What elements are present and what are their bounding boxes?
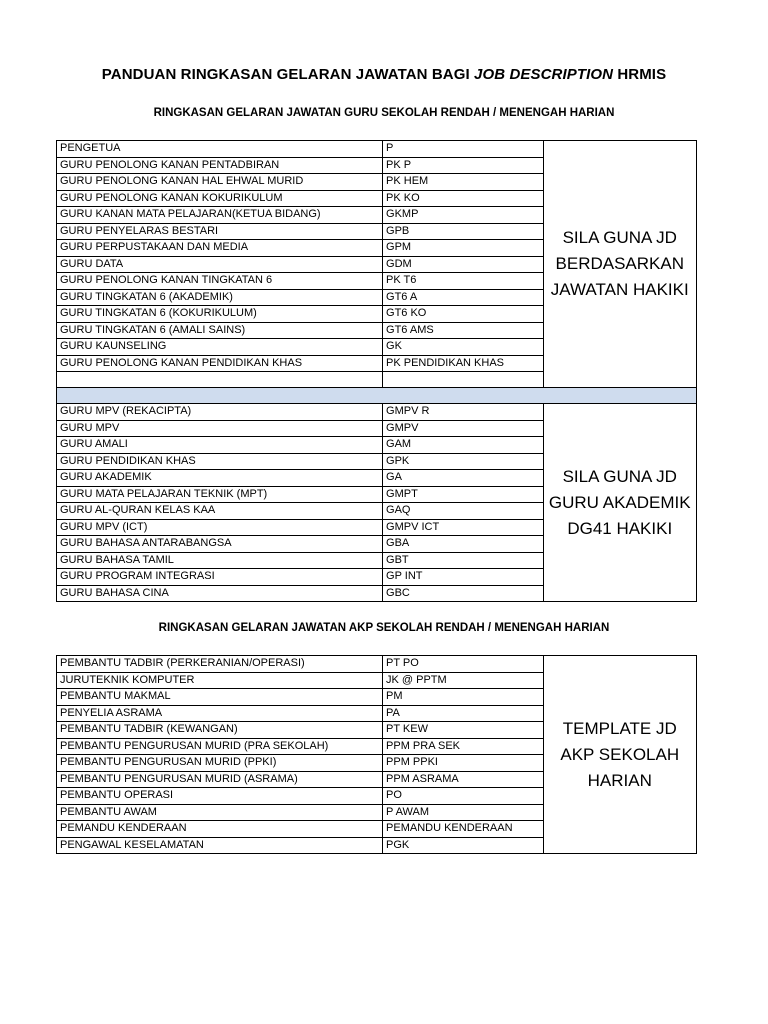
job-title-cell: GURU AMALI bbox=[57, 437, 383, 454]
job-title-cell: GURU PENOLONG KANAN TINGKATAN 6 bbox=[57, 273, 383, 290]
job-code-cell: GA bbox=[383, 470, 544, 487]
empty-cell bbox=[57, 372, 383, 388]
job-code-cell: GMPV ICT bbox=[383, 519, 544, 536]
job-title-cell: PEMBANTU PENGURUSAN MURID (PPKI) bbox=[57, 755, 383, 772]
job-code-cell: GT6 AMS bbox=[383, 322, 544, 339]
job-title-cell: GURU TINGKATAN 6 (AMALI SAINS) bbox=[57, 322, 383, 339]
job-title-cell: GURU MPV (ICT) bbox=[57, 519, 383, 536]
job-title-cell: GURU MPV bbox=[57, 420, 383, 437]
job-code-cell: GBT bbox=[383, 552, 544, 569]
subtitle-guru: RINGKASAN GELARAN JAWATAN GURU SEKOLAH RENDAH / MENENGAH HARIAN bbox=[153, 107, 615, 119]
instruction-note: TEMPLATE JD AKP SEKOLAH HARIAN bbox=[543, 656, 696, 854]
job-title-cell: GURU KANAN MATA PELAJARAN(KETUA BIDANG) bbox=[57, 207, 383, 224]
job-title-cell: PEMBANTU PENGURUSAN MURID (PRA SEKOLAH) bbox=[57, 738, 383, 755]
job-title-cell: GURU AL-QURAN KELAS KAA bbox=[57, 503, 383, 520]
job-title-cell: GURU KAUNSELING bbox=[57, 339, 383, 356]
job-code-cell: PT PO bbox=[383, 656, 544, 673]
job-code-cell: PK T6 bbox=[383, 273, 544, 290]
job-title-cell: GURU PENOLONG KANAN KOKURIKULUM bbox=[57, 190, 383, 207]
job-title-cell: PEMBANTU OPERASI bbox=[57, 788, 383, 805]
job-code-cell: PPM ASRAMA bbox=[383, 771, 544, 788]
job-code-cell: PK HEM bbox=[383, 174, 544, 191]
job-code-cell: GPK bbox=[383, 453, 544, 470]
job-code-cell: PK P bbox=[383, 157, 544, 174]
separator-row bbox=[57, 388, 697, 404]
guru-table bbox=[56, 140, 697, 602]
job-title-cell: GURU AKADEMIK bbox=[57, 470, 383, 487]
job-code-cell: GMPV R bbox=[383, 404, 544, 421]
job-title-cell: GURU PENOLONG KANAN HAL EHWAL MURID bbox=[57, 174, 383, 191]
empty-cell bbox=[57, 388, 697, 404]
job-title-cell: GURU PENOLONG KANAN PENDIDIKAN KHAS bbox=[57, 355, 383, 372]
job-title-cell: GURU PENOLONG KANAN PENTADBIRAN bbox=[57, 157, 383, 174]
job-code-cell: PK KO bbox=[383, 190, 544, 207]
job-title-cell: GURU PENYELARAS BESTARI bbox=[57, 223, 383, 240]
job-code-cell: GP INT bbox=[383, 569, 544, 586]
instruction-note: SILA GUNA JD BERDASARKAN JAWATAN HAKIKI bbox=[543, 141, 696, 388]
job-code-cell: PM bbox=[383, 689, 544, 706]
job-code-cell: GBC bbox=[383, 585, 544, 602]
table-row bbox=[57, 404, 697, 421]
job-title-cell: PEMBANTU TADBIR (KEWANGAN) bbox=[57, 722, 383, 739]
job-title-cell: PEMBANTU TADBIR (PERKERANIAN/OPERASI) bbox=[57, 656, 383, 673]
job-code-cell: GPB bbox=[383, 223, 544, 240]
job-title-cell: GURU TINGKATAN 6 (KOKURIKULUM) bbox=[57, 306, 383, 323]
job-code-cell: PGK bbox=[383, 837, 544, 854]
job-code-cell: PPM PPKI bbox=[383, 755, 544, 772]
job-code-cell: PO bbox=[383, 788, 544, 805]
job-code-cell: GK bbox=[383, 339, 544, 356]
akp-table bbox=[56, 655, 697, 854]
job-title-cell: GURU MPV (REKACIPTA) bbox=[57, 404, 383, 421]
job-title-cell: PENYELIA ASRAMA bbox=[57, 705, 383, 722]
title-italic: JOB DESCRIPTION bbox=[474, 66, 614, 83]
job-code-cell: PEMANDU KENDERAAN bbox=[383, 821, 544, 838]
job-code-cell: GBA bbox=[383, 536, 544, 553]
job-title-cell: PEMANDU KENDERAAN bbox=[57, 821, 383, 838]
job-code-cell: GT6 KO bbox=[383, 306, 544, 323]
job-title-cell: PENGAWAL KESELAMATAN bbox=[57, 837, 383, 854]
job-title-cell: GURU PROGRAM INTEGRASI bbox=[57, 569, 383, 586]
job-code-cell: GT6 A bbox=[383, 289, 544, 306]
job-title-cell: PEMBANTU PENGURUSAN MURID (ASRAMA) bbox=[57, 771, 383, 788]
job-title-cell: JURUTEKNIK KOMPUTER bbox=[57, 672, 383, 689]
job-code-cell: JK @ PPTM bbox=[383, 672, 544, 689]
job-code-cell: PK PENDIDIKAN KHAS bbox=[383, 355, 544, 372]
job-title-cell: GURU BAHASA ANTARABANGSA bbox=[57, 536, 383, 553]
job-title-cell: GURU DATA bbox=[57, 256, 383, 273]
job-title-cell: PENGETUA bbox=[57, 141, 383, 158]
page-title bbox=[0, 66, 768, 83]
job-code-cell: PT KEW bbox=[383, 722, 544, 739]
job-title-cell: GURU PENDIDIKAN KHAS bbox=[57, 453, 383, 470]
job-code-cell: GDM bbox=[383, 256, 544, 273]
job-title-cell: GURU PERPUSTAKAAN DAN MEDIA bbox=[57, 240, 383, 257]
job-code-cell: P bbox=[383, 141, 544, 158]
table-row bbox=[57, 141, 697, 158]
table-row bbox=[57, 656, 697, 673]
job-title-cell: GURU BAHASA CINA bbox=[57, 585, 383, 602]
title-prefix: PANDUAN RINGKASAN GELARAN JAWATAN BAGI bbox=[101, 66, 475, 83]
job-title-cell: PEMBANTU MAKMAL bbox=[57, 689, 383, 706]
job-code-cell: GAM bbox=[383, 437, 544, 454]
job-code-cell: GAQ bbox=[383, 503, 544, 520]
job-code-cell: GMPV bbox=[383, 420, 544, 437]
empty-cell bbox=[383, 372, 544, 388]
job-code-cell: P AWAM bbox=[383, 804, 544, 821]
job-code-cell: PPM PRA SEK bbox=[383, 738, 544, 755]
job-code-cell: GPM bbox=[383, 240, 544, 257]
subtitle-akp: RINGKASAN GELARAN JAWATAN AKP SEKOLAH RENDAH / MENENGAH HARIAN bbox=[158, 622, 610, 634]
job-title-cell: GURU MATA PELAJARAN TEKNIK (MPT) bbox=[57, 486, 383, 503]
job-code-cell: GMPT bbox=[383, 486, 544, 503]
title-suffix: HRMIS bbox=[613, 66, 667, 83]
job-code-cell: PA bbox=[383, 705, 544, 722]
instruction-note: SILA GUNA JD GURU AKADEMIK DG41 HAKIKI bbox=[543, 404, 696, 602]
job-title-cell: PEMBANTU AWAM bbox=[57, 804, 383, 821]
job-title-cell: GURU BAHASA TAMIL bbox=[57, 552, 383, 569]
job-code-cell: GKMP bbox=[383, 207, 544, 224]
job-title-cell: GURU TINGKATAN 6 (AKADEMIK) bbox=[57, 289, 383, 306]
